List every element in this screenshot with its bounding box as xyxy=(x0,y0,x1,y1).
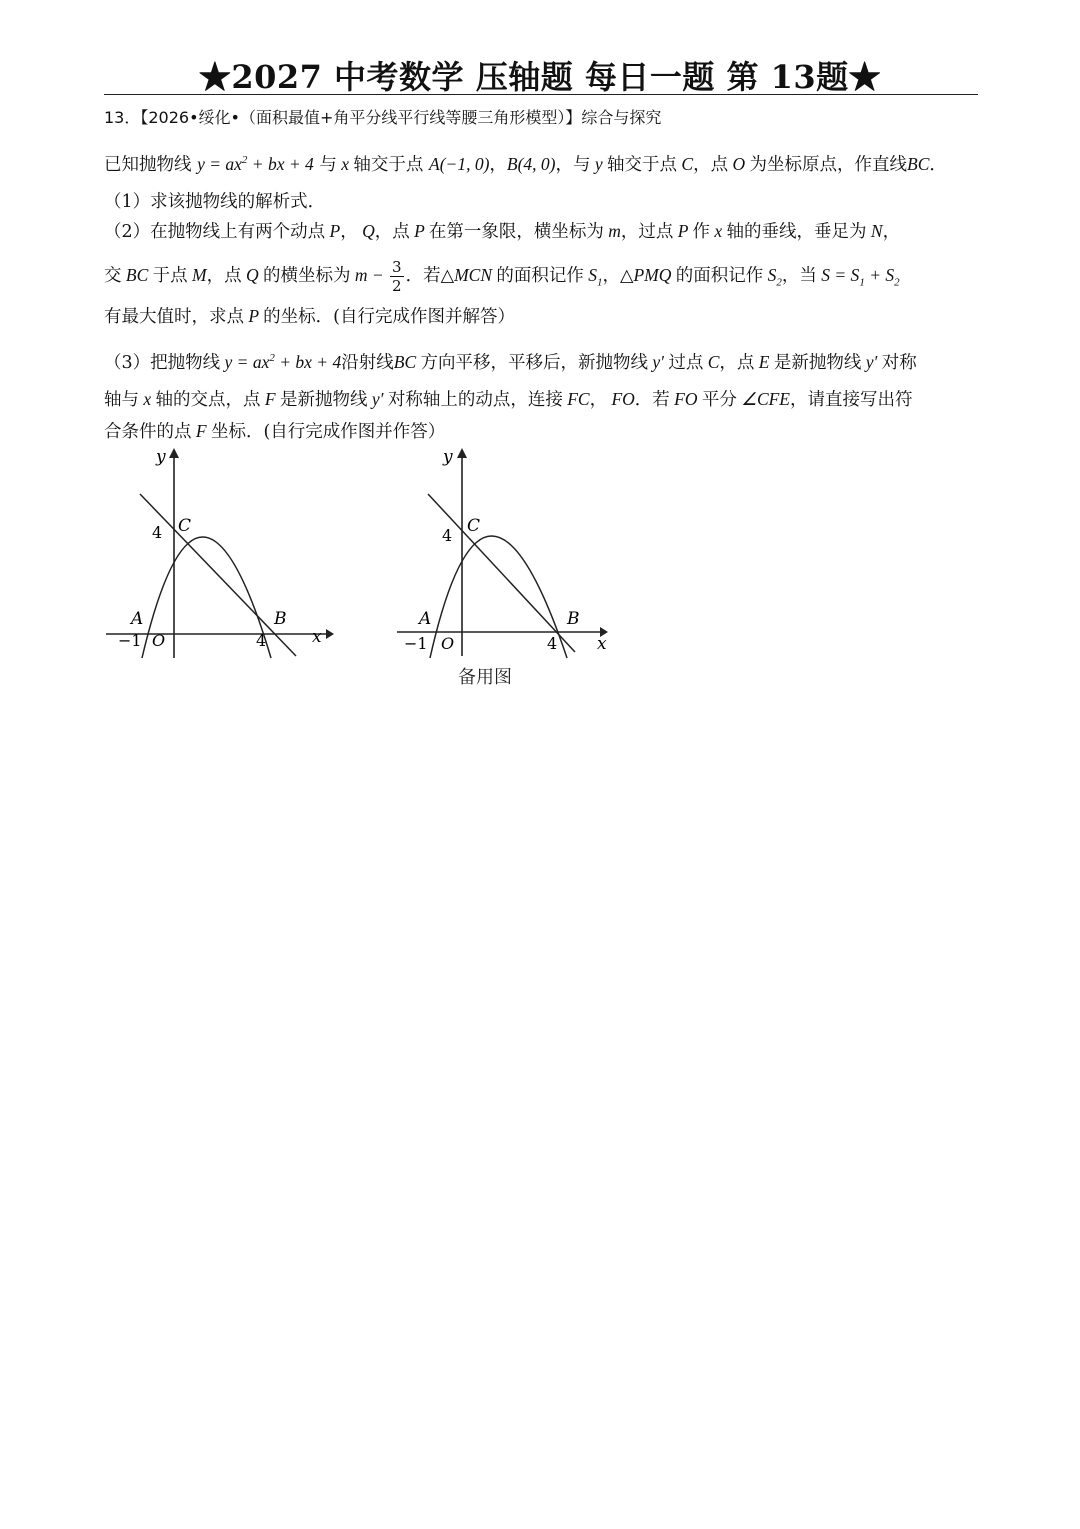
origin-label: O xyxy=(152,631,166,650)
part-3-line-3: 合条件的点 F 坐标．(自行完成作图并作答） xyxy=(104,421,446,442)
part-2-line-3: 有最大值时，求点 P 的坐标．(自行完成作图并解答） xyxy=(104,306,515,327)
y-tick-4: 4 xyxy=(152,523,163,542)
intro-text: 已知抛物线 xyxy=(104,154,192,175)
x-axis-label-2: x xyxy=(597,634,607,654)
point-c-label: C xyxy=(178,516,192,536)
point-b: B(4, 0) xyxy=(506,153,556,174)
x-tick-neg1-2: −1 xyxy=(404,634,428,653)
x-tick-4: 4 xyxy=(256,631,267,650)
point-a: A(−1, 0) xyxy=(429,153,490,174)
part-2-line-1: （2）在抛物线上有两个动点 P， Q，点 P 在第一象限，横坐标为 m，过点 P 作 x 轴的垂线，垂足为 N， xyxy=(104,221,901,242)
problem-number: 13． xyxy=(104,108,141,127)
point-a-label: A xyxy=(131,609,144,629)
x-tick-neg1: −1 xyxy=(118,631,142,650)
problem-intro: 已知抛物线 $y = ax^2$ + bx + 4 与 x 轴交于点 A(−1, 0)，B(4, 0)，与 y 轴交于点 C，点 O 为坐标原点，作直线BC． xyxy=(104,153,947,175)
figure-main-svg xyxy=(104,446,334,691)
point-c-label-2: C xyxy=(467,516,481,536)
figure-main xyxy=(104,446,334,691)
figure-backup xyxy=(395,446,625,661)
part-1: （1）求该抛物线的解析式． xyxy=(104,192,326,212)
x-tick-4-2: 4 xyxy=(547,634,558,653)
point-a-label-2: A xyxy=(419,609,432,629)
parabola-equation: $y = ax^2$ + bx + 4 xyxy=(197,153,314,174)
part-2-line-2: 交 BC 于点 M，点 Q 的横坐标为 m − $\frac{3}{2}$ ．若△MCN 的面积记作 $S_1$，△PMQ 的面积记作 $S_2$，当 $S = S_1 + S_2$ xyxy=(104,258,900,295)
origin-label-2: O xyxy=(441,634,455,653)
problem-source: 【2026•绥化•（面积最值+角平分线平行线等腰三角形模型）】综合与探究 xyxy=(140,108,662,127)
title-underline xyxy=(104,94,978,95)
part-3-line-2: 轴与 x 轴的交点，点 F 是新抛物线 y′ 对称轴上的动点，连接 FC， FO．若 FO 平分 ∠CFE，请直接写出符 xyxy=(104,389,913,410)
y-tick-4-2: 4 xyxy=(442,526,453,545)
problem-source-line xyxy=(104,106,978,130)
figure-backup-svg xyxy=(395,446,625,661)
point-b-label-2: B xyxy=(567,609,580,629)
part-3-line-1: （3）把抛物线 $y = ax^2$ + bx + 4沿射线BC 方向平移，平移后，新抛物线 y′ 过点 C，点 E 是新抛物线 y′ 对称 xyxy=(104,351,917,373)
figure-caption: 备用图 xyxy=(458,667,512,688)
y-axis-label: y xyxy=(156,447,166,467)
y-axis-label-2: y xyxy=(443,447,453,467)
page-title: ★2027 中考数学 压轴题 每日一题 第 13题★ xyxy=(198,58,882,96)
fraction-three-halves: $\frac{3}{2}$ xyxy=(392,258,402,295)
point-b-label: B xyxy=(274,609,287,629)
x-axis-label: x xyxy=(312,627,322,647)
